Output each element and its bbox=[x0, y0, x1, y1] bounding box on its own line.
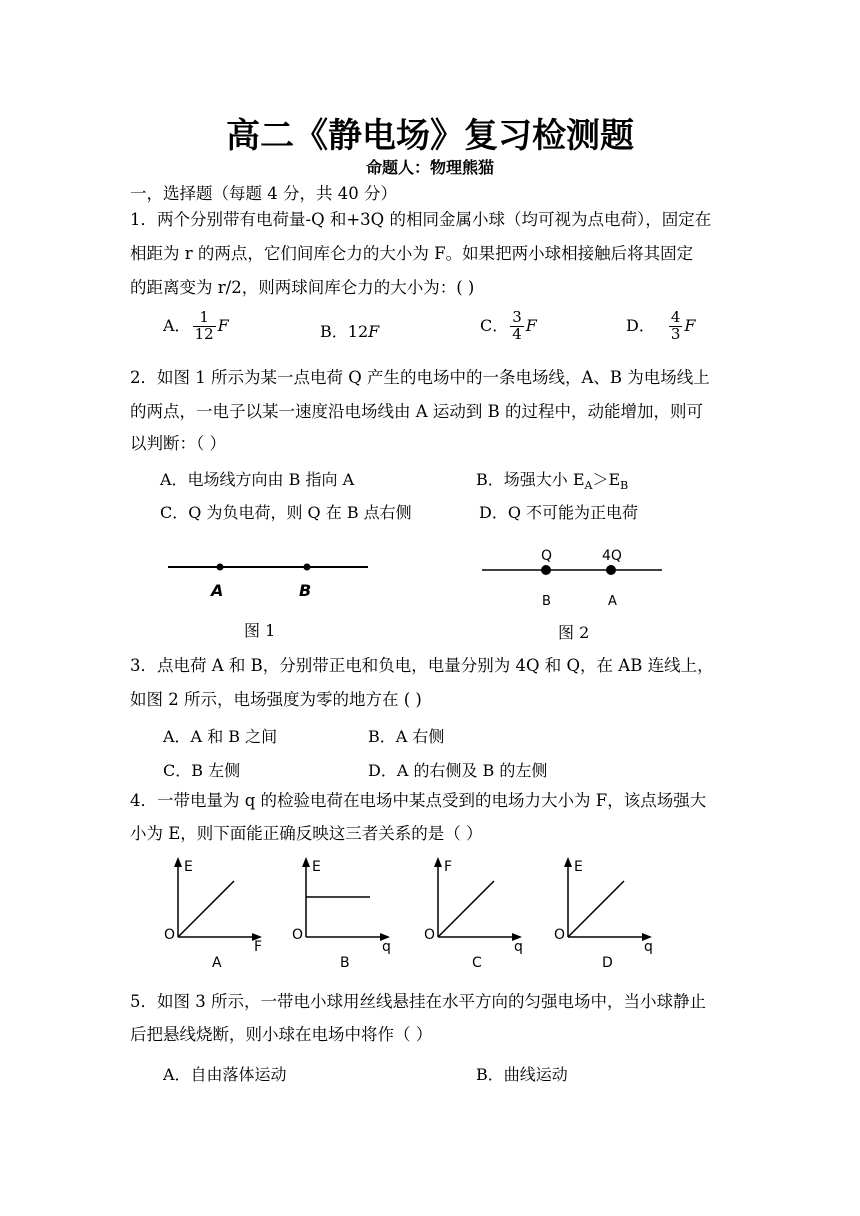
section-header: 一，选择题（每题 4 分，共 40 分） bbox=[130, 184, 397, 203]
q1-line2: 相距为 r 的两点，它们间库仑力的大小为 F。如果把两小球相接触后将其固定 bbox=[130, 244, 694, 263]
q3-option-c: C．B 左侧 bbox=[163, 761, 241, 780]
graph-label: A bbox=[212, 955, 222, 971]
charge-a-dot bbox=[606, 565, 616, 575]
charge-q-label: Q bbox=[541, 548, 553, 564]
graph-label: B bbox=[340, 955, 350, 971]
figure-1-caption: 图 1 bbox=[244, 621, 276, 640]
point-a-label: A bbox=[211, 581, 224, 600]
q1-option-b: B．12F bbox=[320, 322, 380, 341]
point-a-label: A bbox=[608, 594, 617, 609]
x-axis-label: q bbox=[382, 939, 391, 955]
y-axis-label: E bbox=[574, 859, 583, 875]
y-axis-label: E bbox=[312, 859, 321, 875]
origin-label: O bbox=[292, 927, 304, 943]
q5-option-b: B．曲线运动 bbox=[476, 1065, 568, 1084]
charge-b-dot bbox=[541, 565, 551, 575]
graph-line bbox=[178, 881, 234, 937]
graph-line bbox=[568, 881, 624, 937]
q4-line2: 小为 E，则下面能正确反映这三者关系的是（ ） bbox=[130, 824, 483, 843]
q1-line3: 的距离变为 r/2，则两球间库仑力的大小为：( ) bbox=[130, 278, 475, 297]
page-title: 高二《静电场》复习检测题 bbox=[226, 116, 634, 156]
origin-label: O bbox=[424, 927, 436, 943]
graph-d bbox=[550, 855, 665, 975]
q1-option-c: C． $\frac{3}{4}$ F bbox=[480, 308, 537, 343]
q1-line1: 1．两个分别带有电荷量-Q 和+3Q 的相同金属小球（均可视为点电荷），固定在 bbox=[130, 210, 712, 229]
y-arrow bbox=[564, 857, 572, 867]
fraction: $\frac{4}{3}$ bbox=[670, 308, 681, 343]
y-arrow bbox=[302, 857, 310, 867]
x-axis-label: q bbox=[644, 939, 653, 955]
q3-line2: 如图 2 所示，电场强度为零的地方在 ( ) bbox=[130, 690, 422, 709]
q3-option-a: A．A 和 B 之间 bbox=[163, 727, 278, 746]
q2-line2: 的两点，一电子以某一速度沿电场线由 A 运动到 B 的过程中，动能增加，则可 bbox=[130, 402, 704, 421]
q2-option-a: A．电场线方向由 B 指向 A bbox=[160, 470, 355, 489]
point-b-label: B bbox=[542, 594, 551, 609]
x-axis-label: q bbox=[514, 939, 523, 955]
fraction: $\frac{3}{4}$ bbox=[512, 308, 522, 343]
q3-option-d: D．A 的右侧及 B 的左侧 bbox=[368, 761, 548, 780]
graph-label: D bbox=[602, 955, 613, 971]
y-arrow bbox=[434, 857, 442, 867]
graph-line bbox=[438, 881, 494, 937]
graph-c bbox=[420, 855, 535, 975]
q3-line1: 3．点电荷 A 和 B，分别带正电和负电，电量分别为 4Q 和 Q，在 AB 连线上， bbox=[130, 656, 714, 675]
figure-2-caption: 图 2 bbox=[558, 623, 590, 642]
q2-option-c: C．Q 为负电荷，则 Q 在 B 点右侧 bbox=[160, 503, 412, 522]
fraction: $\frac{1}{12}$ bbox=[194, 308, 214, 343]
y-axis-label: E bbox=[184, 859, 193, 875]
point-b-label: B bbox=[299, 581, 312, 600]
point-a-dot bbox=[217, 564, 224, 571]
figure-2 bbox=[478, 545, 668, 615]
graph-b bbox=[288, 855, 403, 975]
q5-line1: 5．如图 3 所示，一带电小球用丝线悬挂在水平方向的匀强电场中，当小球静止 bbox=[130, 992, 706, 1011]
q1-option-a: A． $\frac{1}{12}$ F bbox=[163, 308, 229, 343]
q3-option-b: B．A 右侧 bbox=[368, 727, 445, 746]
point-b-dot bbox=[304, 564, 311, 571]
y-arrow bbox=[174, 857, 182, 867]
q2-line1: 2．如图 1 所示为某一点电荷 Q 产生的电场中的一条电场线，A、B 为电场线上 bbox=[130, 368, 710, 387]
x-axis-label: F bbox=[254, 939, 263, 955]
q5-line2: 后把悬线烧断，则小球在电场中将作（ ） bbox=[130, 1025, 433, 1044]
q2-option-b: B．场强大小 $E_A>E_B$ bbox=[476, 470, 629, 493]
graph-label: C bbox=[472, 955, 482, 971]
q2-line3: 以判断：（ ） bbox=[130, 434, 226, 453]
origin-label: O bbox=[164, 927, 176, 943]
q2-option-d: D．Q 不可能为正电荷 bbox=[479, 503, 639, 522]
q4-line1: 4．一带电量为 q 的检验电荷在电场中某点受到的电场力大小为 F，该点场强大 bbox=[130, 791, 707, 810]
charge-4q-label: 4Q bbox=[602, 548, 622, 564]
q5-option-a: A．自由落体运动 bbox=[163, 1065, 287, 1084]
author-line: 命题人：物理熊猫 bbox=[365, 158, 494, 177]
figure-1 bbox=[160, 550, 380, 610]
y-axis-label: F bbox=[444, 859, 453, 875]
origin-label: O bbox=[554, 927, 566, 943]
q1-option-d: D． $\frac{4}{3}$ F bbox=[626, 308, 696, 343]
graph-a bbox=[160, 855, 275, 975]
option-letter: A． bbox=[163, 315, 191, 335]
